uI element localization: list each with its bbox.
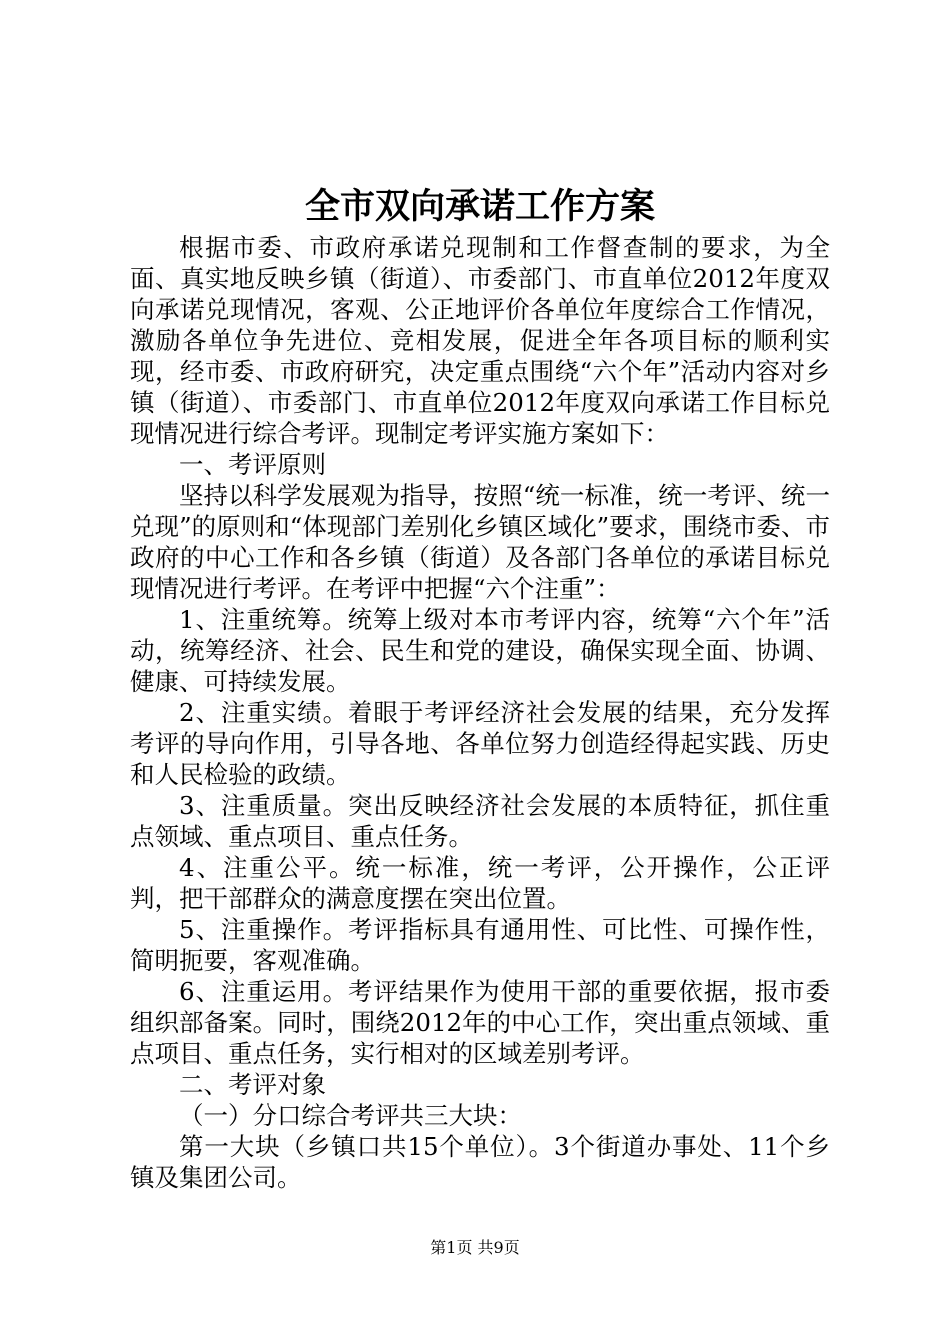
subsection-heading: （一）分口综合考评共三大块： [179, 1101, 522, 1130]
document-title: 全市双向承诺工作方案 [304, 186, 655, 227]
section-heading: 二、考评对象 [179, 1070, 326, 1099]
list-item: 2、注重实绩。着眼于考评经济社会发展的结果，充分发挥考评的导向作用，引导各地、各单位努力创造经得起实践、历史和人民检验的政绩。 [130, 698, 830, 789]
document-body [130, 232, 830, 1193]
list-item: 6、注重运用。考评结果作为使用干部的重要依据，报市委组织部备案。同时，围绕2012年的中心工作，突出重点领域、重点项目、重点任务，实行相对的区域差别考评。 [130, 977, 830, 1068]
list-item: 1、注重统筹。统筹上级对本市考评内容，统筹“六个年”活动，统筹经济、社会、民生和党的建设，确保实现全面、协调、健康、可持续发展。 [130, 605, 830, 696]
paragraph: 第一大块（乡镇口共15个单位）。3个街道办事处、11个乡镇及集团公司。 [130, 1132, 830, 1192]
page-footer: 第1页 共9页 [430, 1238, 520, 1257]
paragraph: 根据市委、市政府承诺兑现制和工作督查制的要求，为全面、真实地反映乡镇（街道）、市委部门、市直单位2012年度双向承诺兑现情况，客观、公正地评价各单位年度综合工作情况，激励各单位争先进位、竞相发展，促进全年各项目标的顺利实现，经市委、市政府研究，决定重点围绕“六个年”活动内容对乡镇（街道）、市委部门、市直单位2012年度双向承诺工作目标兑现情况进行综合考评。现制定考评实施方案如下： [130, 233, 830, 448]
section-heading: 一、考评原则 [179, 450, 326, 479]
list-item: 5、注重操作。考评指标具有通用性、可比性、可操作性，简明扼要，客观准确。 [130, 915, 830, 975]
list-item: 3、注重质量。突出反映经济社会发展的本质特征，抓住重点领域、重点项目、重点任务。 [130, 791, 830, 851]
list-item: 4、注重公平。统一标准，统一考评，公开操作，公正评判，把干部群众的满意度摆在突出位置。 [130, 853, 830, 913]
paragraph: 坚持以科学发展观为指导，按照“统一标准，统一考评、统一兑现”的原则和“体现部门差别化乡镇区域化”要求，围绕市委、市政府的中心工作和各乡镇（街道）及各部门各单位的承诺目标兑现情况进行考评。在考评中把握“六个注重”： [130, 481, 830, 603]
